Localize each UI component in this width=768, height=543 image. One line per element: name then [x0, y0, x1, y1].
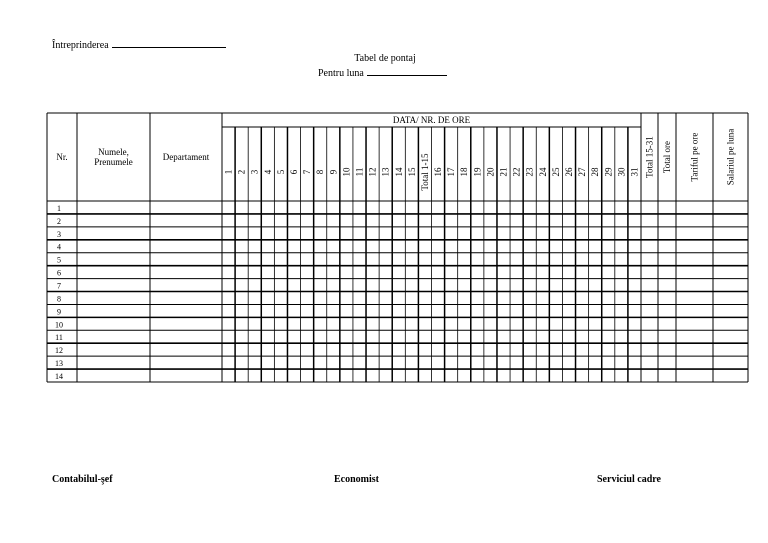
row-number: 6: [57, 268, 61, 278]
row-number: 9: [57, 307, 61, 317]
day-column-header: 5: [275, 169, 286, 175]
header-name-line1: Numele,: [98, 147, 129, 157]
row-number: 14: [55, 372, 63, 382]
day-column-header: 21: [498, 167, 509, 177]
header-total-15-31: Total 15-31: [644, 136, 655, 178]
day-column-header: 31: [629, 167, 640, 177]
day-column-header: 28: [590, 167, 601, 177]
chief-accountant-signature: Contabilul-şef: [52, 474, 113, 485]
header-rate-per-hour: Tariful pe ore: [689, 132, 700, 182]
row-number: 12: [55, 346, 63, 356]
row-number: 3: [57, 229, 61, 239]
header-nr: Nr.: [56, 152, 68, 162]
day-column-header: 3: [249, 169, 260, 175]
day-column-header: 18: [459, 167, 470, 177]
day-column-header: 14: [393, 167, 404, 177]
header-name-line2: Prenumele: [94, 157, 133, 167]
day-column-header: 4: [262, 169, 273, 175]
day-column-header: 19: [472, 167, 483, 177]
day-column-header: 26: [563, 167, 574, 177]
day-column-header: 29: [603, 167, 614, 177]
row-number: 2: [57, 216, 61, 226]
row-number: 7: [57, 281, 61, 291]
day-column-header: 23: [524, 167, 535, 177]
document-title: Tabel de pontaj: [354, 53, 416, 64]
day-column-header: 11: [354, 167, 365, 177]
day-column-header: 7: [302, 169, 313, 175]
economist-signature: Economist: [334, 474, 379, 485]
day-column-header: 9: [328, 169, 339, 175]
row-number: 5: [57, 255, 61, 265]
day-column-header: 30: [616, 167, 627, 177]
day-column-header: 22: [511, 167, 522, 177]
day-column-header: 1: [223, 169, 234, 175]
day-column-header: 6: [289, 169, 300, 175]
header-monthly-salary: Salariul pe luna: [725, 128, 736, 186]
row-number: 13: [55, 359, 63, 369]
header-department: Departament: [162, 152, 210, 162]
row-number: 8: [57, 294, 61, 304]
month-label-text: Pentru luna: [318, 68, 364, 79]
day-column-header: 15: [406, 167, 417, 177]
company-label-text: Întreprinderea: [52, 40, 109, 51]
row-number: 11: [55, 333, 63, 343]
day-column-header: 20: [485, 167, 496, 177]
header-total-hours: Total ore: [662, 140, 672, 174]
day-column-header: 12: [367, 167, 378, 177]
day-column-header: 27: [577, 167, 588, 177]
hr-signature: Serviciul cadre: [597, 474, 661, 485]
row-number: 1: [57, 203, 61, 213]
day-column-header: 2: [236, 169, 247, 175]
day-column-header: Total 1-15: [419, 153, 430, 191]
row-number: 4: [57, 242, 61, 252]
day-column-header: 13: [380, 167, 391, 177]
day-column-header: 25: [550, 167, 561, 177]
header-group-date-hours: DATA/ NR. DE ORE: [392, 115, 471, 125]
day-column-header: 24: [537, 167, 548, 177]
day-column-header: 16: [433, 167, 444, 177]
day-column-header: 8: [315, 169, 326, 175]
row-number: 10: [55, 320, 63, 330]
day-column-header: 10: [341, 167, 352, 177]
day-column-header: 17: [446, 167, 457, 177]
